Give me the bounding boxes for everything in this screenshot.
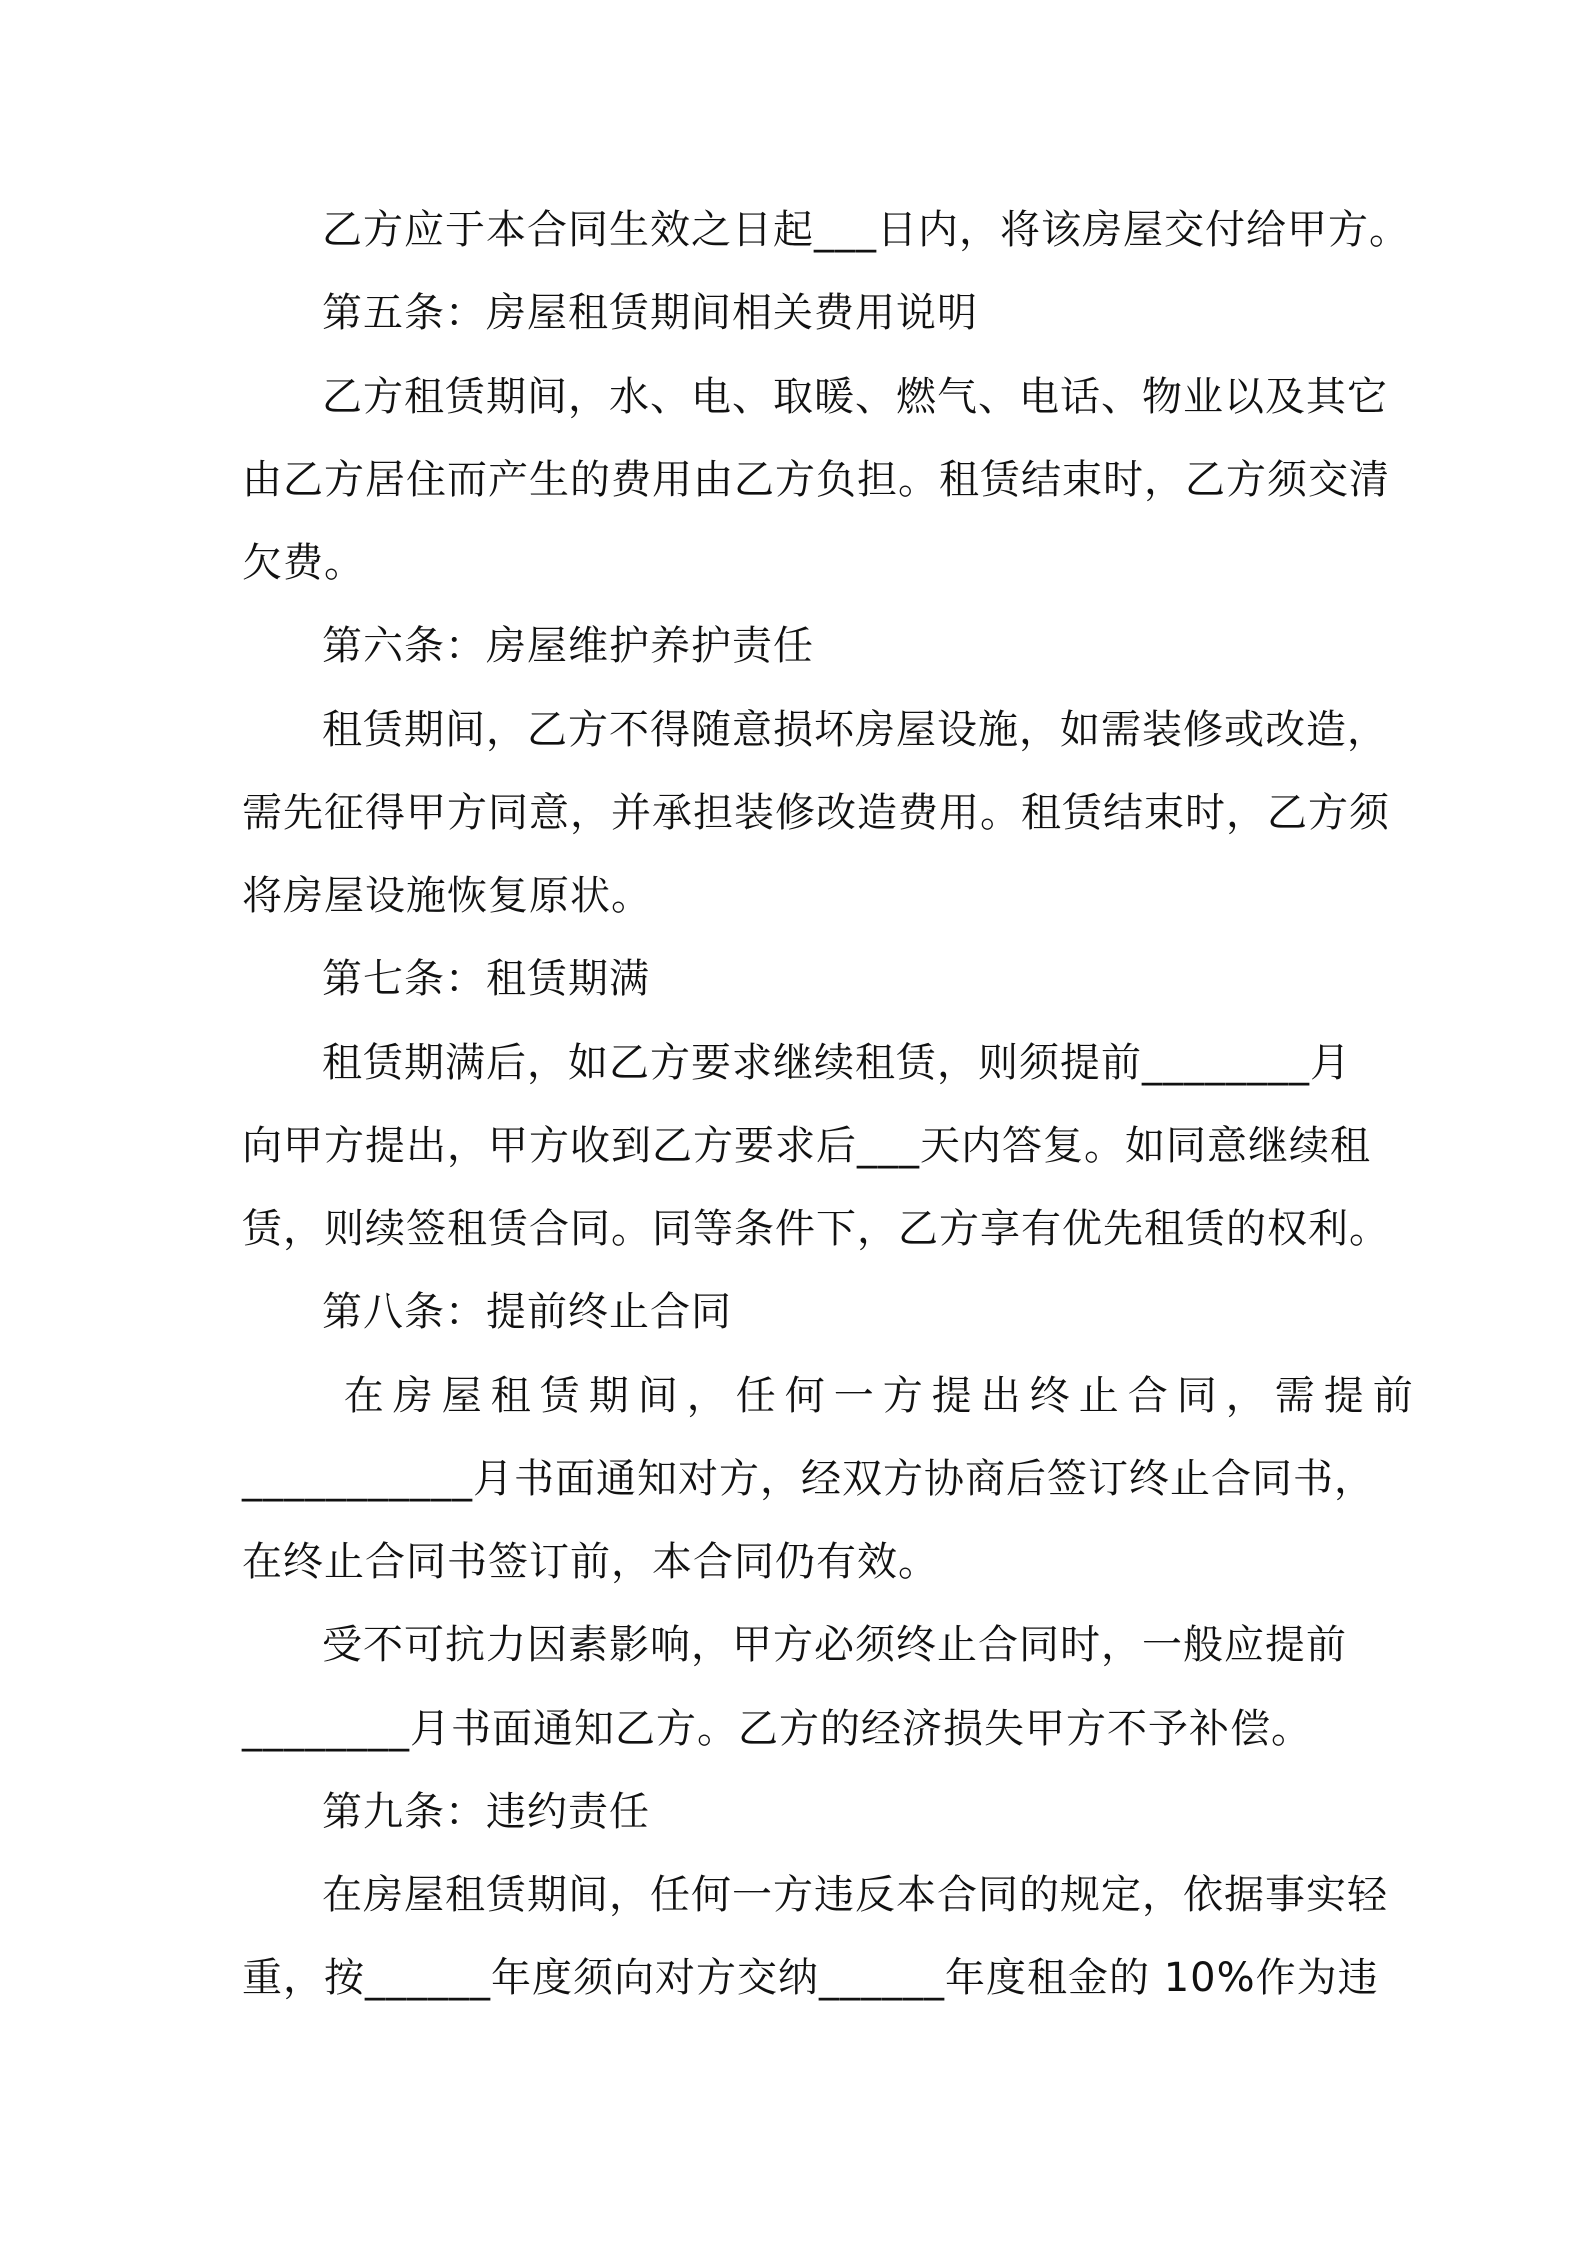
paragraph-line: 租赁期满后，如乙方要求继续租赁，则须提前________月 [322, 1040, 1351, 1086]
paragraph-line: 赁，则续签租赁合同。同等条件下，乙方享有优先租赁的权利。 [242, 1206, 1390, 1252]
paragraph-line: 将房屋设施恢复原状。 [242, 873, 652, 919]
paragraph-line: 向甲方提出，甲方收到乙方要求后___天内答复。如同意继续租 [242, 1123, 1371, 1169]
paragraph-line: 受不可抗力因素影响，甲方必须终止合同时，一般应提前 [322, 1622, 1347, 1668]
paragraph-line: 重，按______年度须向对方交纳______年度租金的 10%作为违 [242, 1955, 1379, 2001]
paragraph-line: ________月书面通知乙方。乙方的经济损失甲方不予补偿。 [242, 1706, 1312, 1752]
article-heading-5: 第五条：房屋租赁期间相关费用说明 [322, 290, 978, 336]
paragraph-line: 乙方应于本合同生效之日起___日内，将该房屋交付给甲方。 [322, 207, 1410, 253]
article-heading-9: 第九条：违约责任 [322, 1789, 650, 1835]
article-heading-8: 第八条：提前终止合同 [322, 1289, 732, 1335]
paragraph-line: ___________月书面通知对方，经双方协商后签订终止合同书， [242, 1456, 1375, 1502]
paragraph-line: 乙方租赁期间，水、电、取暖、燃气、电话、物业以及其它 [322, 374, 1388, 420]
article-heading-7: 第七条：租赁期满 [322, 956, 650, 1002]
article-heading-6: 第六条：房屋维护养护责任 [322, 623, 814, 669]
paragraph-line: 租赁期间，乙方不得随意损坏房屋设施，如需装修或改造， [322, 707, 1388, 753]
paragraph-line: 在房屋租赁期间，任何一方提出终止合同，需提前 [322, 1373, 1422, 1419]
paragraph-line: 由乙方居住而产生的费用由乙方负担。租赁结束时，乙方须交清 [242, 457, 1390, 503]
paragraph-line: 欠费。 [242, 540, 365, 586]
paragraph-line: 需先征得甲方同意，并承担装修改造费用。租赁结束时，乙方须 [242, 790, 1390, 836]
paragraph-line: 在终止合同书签订前，本合同仍有效。 [242, 1539, 939, 1585]
paragraph-line: 在房屋租赁期间，任何一方违反本合同的规定，依据事实轻 [322, 1872, 1388, 1918]
